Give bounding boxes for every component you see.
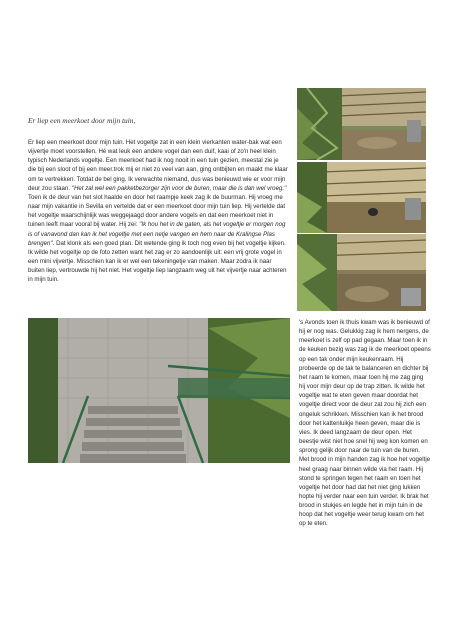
paragraph-part-3: Dat klonk als een goed plan. Dit wetende ging ik toch nog even bij het vogeltje kijken. Ik wilde het vogeltje op de foto zetten want het zag er zo aandoenlijk uit: een vrij grote vogel in een mini vijvertje. Misschien kan ik er wel een tekeningetje van maken. Maar zodra ik naar buiten liep, vertrouwde hij het niet. Het vogeltje liep langzaam weg uit het vijvertje naar achteren in mijn tuin.: [28, 239, 287, 284]
garden-photo-3: [297, 234, 426, 311]
quote-2: ''Ik hou het in de gaten, als het vogeltje er morgen nog is of vanavond dan kan ik het vogeltje met een netje vangen en hem naar de Kralingse Plas brengen''.: [28, 221, 286, 247]
garden-photo-1: [297, 88, 426, 160]
article-title: Er liep een meerkoet door mijn tuin,: [28, 116, 136, 125]
garden-photo-2: [297, 162, 426, 233]
paragraph-part-1: Er liep een meerkoet door mijn tuin. Het vogeltje zat in een klein vierkanten water-bak wat een vijvertje moet voorstellen. Hé wat leuk een andere vogel dan een duif, kaai of zo'n heel klein typisch Nederlands vogeltje. Een meerkoet had ik nog nooit in een tuin gezien, meestal zie je die bij een sloot of bij een meer.trok mij er niet zo veel van aan, ging ontbijten en maakt me klaar om te vertrekken. Totdat de bel ging. Ik verwachte niemand, dus was benieuwd wie er voor mijn deur zou staan.: [28, 139, 288, 192]
stairs-photo: [28, 318, 290, 463]
side-column-text: 's Avonds toen ik thuis kwam was ik benieuwd of hij er nog was. Gelukkig zag ik hem nergens, de meerkoet is zelf op pad gegaan. Maar toen ik in de keuken bezig was zag ik de meerkoet opeens op een tak onder mijn keukenraam. Hij probeerde op de tak te balanceren en dichter bij het raam te komen, maar toen hij me zag ging hij voor mijn deur op de trap zitten. Ik wilde het vogeltje wat te eten geven maar doordat het vogeltje direct voor de deur zat zou hij zich een ongeluk schrikken. Misschien kan ik het brood door het kattenluikje heen geven, maar die is vies. Ik deed langzaam de deur open. Het beestje wist niet hoe snel hij weg kon komen en sprong gelijk door naar de tuin van de buren. Met brood in mijn handen zag ik hoe het vogeltje heel graag naar binnen wilde via het raam. Hij stond te springen tegen het raam en toen het vogeltje het door had dat het niet ging lukken hopte hij verder naar een tuin verder. Ik brak het brood in stukjes en legde het in mijn tuin in de hoop dat het vogeltje weer terug kwam om het op te eten.: [299, 319, 431, 528]
article-body: [28, 138, 288, 285]
quote-1: ''Het zal wel een pakketbezorger zijn voor de buren, maar die is dan wel vroeg.'': [71, 184, 287, 192]
paragraph-part-2: Toen ik de deur van het slot haalde en door het raampje keek zag ik de buurman. Hij vroeg me naar mijn vakantie in Sevilla en vertelde dat er een meerkoet door mijn tuin liep. Hij vertelde dat het vogeltje waarschijnlijk was weggejaagd door andere vogels en dat een meerkoet niet in tuinen leeft maar vooral bij water. Hij zei:: [28, 193, 286, 229]
